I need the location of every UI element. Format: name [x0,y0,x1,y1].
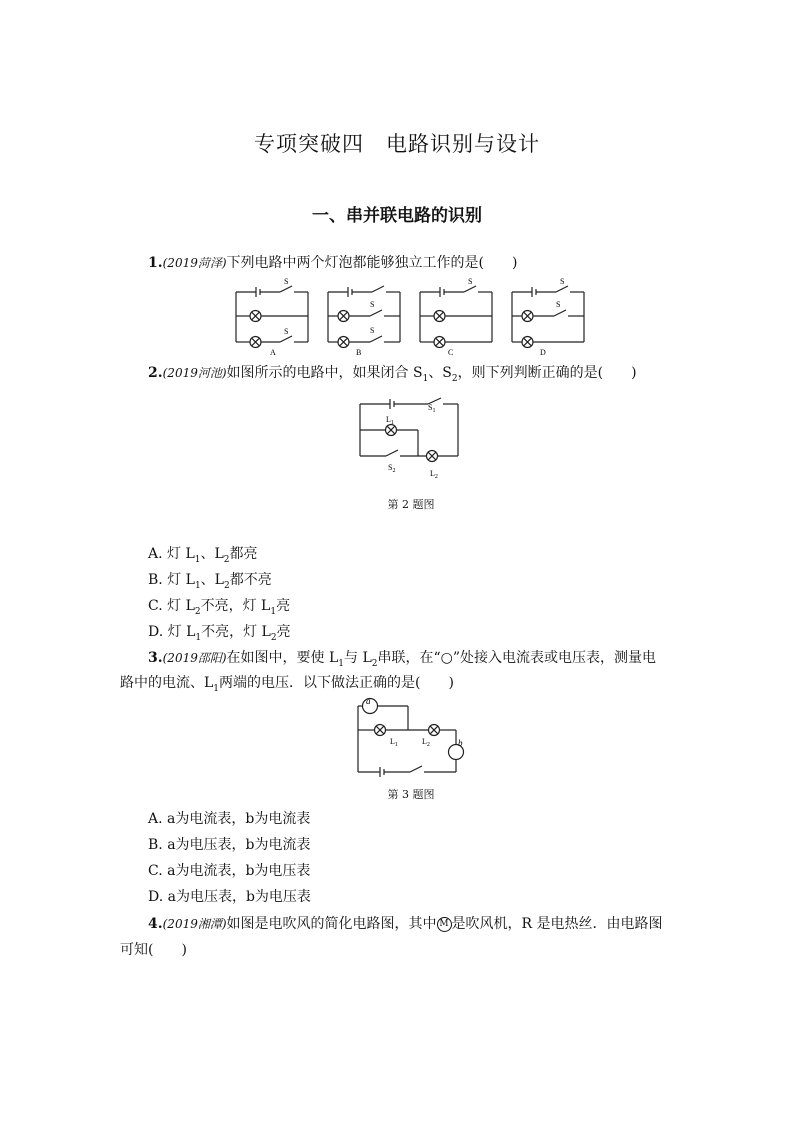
circuit-b [328,286,400,357]
question-text: ，则下列判断正确的是( ) [457,365,637,381]
question-1 [148,253,517,273]
switch-label: S [468,277,473,286]
question-text: 如图所示的电路中，如果闭合 S [226,365,423,381]
figure-caption: 第 3 题图 [387,788,435,801]
option-d[interactable]: D. 灯 $L_1$不亮，灯 $L_2$亮 [148,624,291,643]
question-text: 下列电路中两个灯泡都能够独立工作的是( ) [226,255,518,271]
svg-text:S1: $S_1$ [428,403,436,414]
figure-caption: 第 2 题图 [387,498,435,511]
question-text: 、S [428,365,452,381]
q3-circuit-diagram [350,696,470,784]
question-source: (2019邵阳) [162,651,227,665]
svg-text:L2: $L_2$ [422,737,430,748]
section-heading: 一、串并联电路的识别 [312,206,482,226]
svg-text:L1: $L_1$ [386,415,394,426]
motor-icon: M [437,917,452,932]
option-c[interactable]: C. 灯 $L_2$不亮，灯 $L_1$亮 [148,598,291,617]
switch-label: S [284,327,289,336]
switch-label: S [370,300,375,309]
option-a[interactable]: A. 灯 $L_1$、$L_2$都亮 [148,546,258,565]
q2-circuit-diagram [346,392,466,484]
question-number: 4. [148,916,163,932]
switch-label: S [556,300,561,309]
option-label: C [448,348,454,357]
question-3: 3.(2019邵阳)在如图中，要使 $L_1$与 $L_2$串联，在“○”处接入电流表或电压表，测量电 [148,650,657,669]
switch-label: S [284,277,289,286]
svg-text:b: b [458,738,463,748]
question-3-line-2: 路中的电流、$L_1$两端的电压．以下做法正确的是( ) [120,675,454,694]
option-label: D [540,348,546,357]
question-number: 2. [148,365,163,381]
page-title: 专项突破四 电路识别与设计 [254,132,540,156]
svg-text:S2: $S_2$ [388,463,396,474]
option-b[interactable]: B. a为电压表，b为电流表 [148,837,311,853]
circuit-c [420,277,492,357]
question-number: 3. [148,650,163,666]
svg-text:L1: $L_1$ [390,737,398,748]
circuit-d [512,277,584,357]
option-c[interactable]: C. a为电流表，b为电压表 [148,863,311,879]
question-source: (2019菏泽) [162,256,227,270]
q1-circuit-diagrams [228,276,600,358]
circuit-a [236,277,308,357]
question-2: 2.(2019河池)如图所示的电路中，如果闭合 $S_1$、$S_2$，则下列判断正确的是( ) [148,365,637,384]
svg-text:L2: $L_2$ [430,469,438,480]
option-a[interactable]: A. a为电流表，b为电流表 [148,811,311,827]
question-4: 4.(2019湘潭)如图是电吹风的简化电路图，其中 M 是吹风机，R 是电热丝．由电路图 [148,916,663,932]
option-label: A [270,348,276,357]
switch-label: S [560,277,565,286]
option-d[interactable]: D. a为电压表，b为电压表 [148,889,311,905]
svg-text:a: a [366,696,371,706]
option-b[interactable]: B. 灯 $L_1$、$L_2$都不亮 [148,572,272,591]
question-source: (2019湘潭) [162,917,227,931]
question-number: 1. [148,255,163,271]
question-source: (2019河池) [162,366,227,380]
switch-label: S [370,326,375,335]
question-4-line-2: 可知( ) [120,942,187,958]
option-label: B [356,348,362,357]
